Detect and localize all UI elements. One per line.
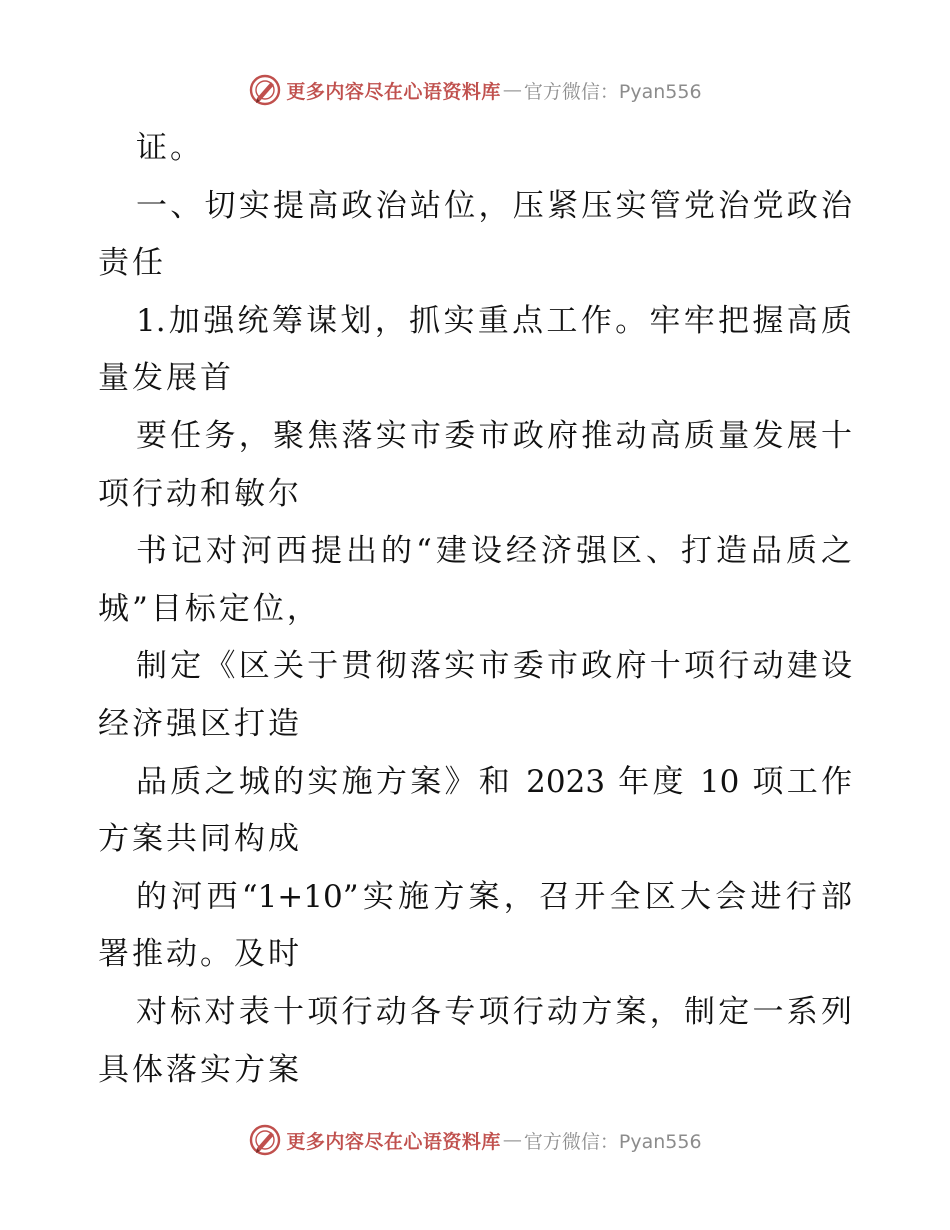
- watermark-wechat: 官方微信：Pyan556: [523, 1130, 702, 1153]
- text-line: 经济强区打造: [98, 705, 302, 742]
- text-line: 的河西“1+10”实施方案，召开全区大会进行部: [136, 878, 852, 915]
- text-line: 1.加强统筹谋划，抓实重点工作。牢牢把握高质: [136, 302, 852, 339]
- text-line: 量发展首: [98, 360, 234, 397]
- text-line: 制定《区关于贯彻落实市委市政府十项行动建设: [136, 648, 852, 685]
- watermark-title: 更多内容尽在心语资料库: [286, 80, 501, 103]
- footer-watermark: [0, 1120, 950, 1160]
- text-line: 项行动和敏尔: [98, 475, 302, 512]
- pen-logo-icon: [248, 73, 282, 107]
- watermark-dash: —: [502, 1129, 522, 1151]
- watermark-title: 更多内容尽在心语资料库: [286, 1130, 501, 1153]
- pen-logo-icon: [248, 1123, 282, 1157]
- text-line: 署推动。及时: [98, 936, 302, 973]
- text-line: 书记对河西提出的“建设经济强区、打造品质之: [136, 533, 852, 570]
- text-line: 责任: [98, 245, 166, 282]
- text-line: 品质之城的实施方案》和 2023 年度 10 项工作: [136, 763, 852, 800]
- text-line: 证。: [136, 130, 204, 166]
- document-body: [98, 120, 852, 1099]
- watermark-dash: —: [502, 79, 522, 101]
- text-line: 要任务，聚焦落实市委市政府推动高质量发展十: [136, 417, 852, 454]
- watermark-wechat: 官方微信：Pyan556: [523, 80, 702, 103]
- header-watermark: [0, 70, 950, 110]
- text-line: 具体落实方案: [98, 1051, 302, 1088]
- text-line: 一、切实提高政治站位，压紧压实管党治党政治: [136, 187, 852, 224]
- text-line: 对标对表十项行动各专项行动方案，制定一系列: [136, 993, 852, 1030]
- text-line: 城”目标定位，: [98, 590, 321, 627]
- text-line: 方案共同构成: [98, 821, 302, 858]
